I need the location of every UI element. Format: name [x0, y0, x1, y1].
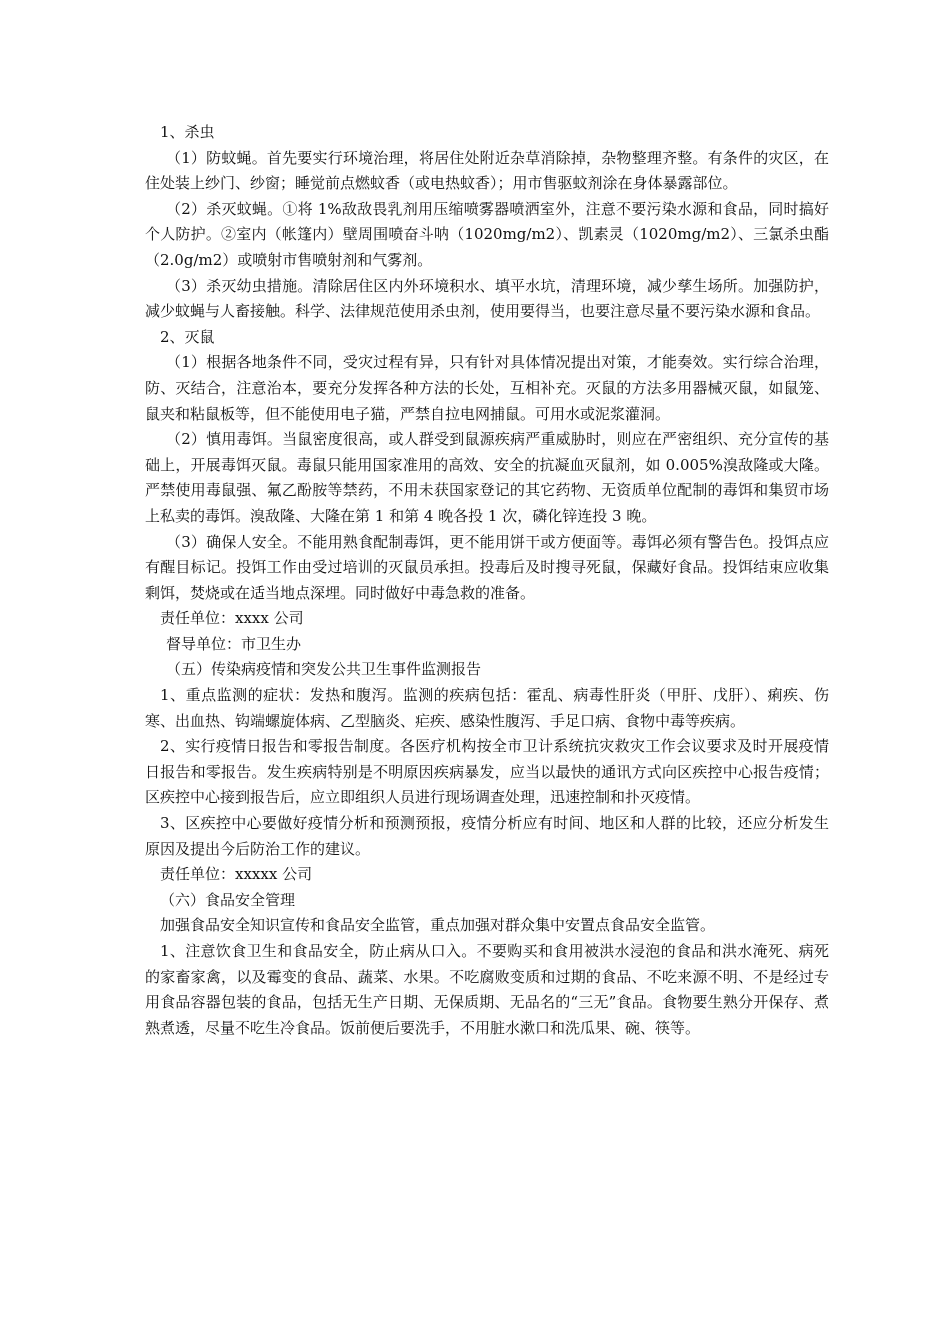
- responsible-unit: 责任单位：xxxxx 公司: [160, 865, 313, 884]
- supervising-unit: 督导单位：市卫生办: [166, 634, 302, 653]
- paragraph: （3）杀灭幼虫措施。清除居住区内外环境积水、填平水坑，清理环境，减少孳生场所。加强防护，减少蚊蝇与人畜接触。科学、法律规范使用杀虫剂，使用要得当，也要注意尽量不要污染水源和食品。: [145, 276, 829, 321]
- paragraph: 1、重点监测的症状：发热和腹泻。监测的疾病包括：霍乱、病毒性肝炎（甲肝、戊肝）、痢疾、伤寒、出血热、钩端螺旋体病、乙型脑炎、疟疾、感染性腹泻、手足口病、食物中毒等疾病。: [145, 686, 829, 730]
- section-heading-insect-control: 1、杀虫: [160, 123, 215, 141]
- section-heading-epidemic-reporting: （五）传染病疫情和突发公共卫生事件监测报告: [166, 660, 482, 679]
- paragraph: 3、区疾控中心要做好疫情分析和预测预报，疫情分析应有时间、地区和人群的比较，还应分析发生原因及提出今后防治工作的建议。: [145, 814, 829, 858]
- paragraph: （2）慎用毒饵。当鼠密度很高，或人群受到鼠源疾病严重威胁时，则应在严密组织、充分宣传的基础上，开展毒饵灭鼠。毒鼠只能用国家准用的高效、安全的抗凝血灭鼠剂，如 0.005%溴敌隆或大隆。严禁使用毒鼠强、氟乙酚胺等禁药，不用未获国家登记的其它药物、无资质单位配制的毒饵和集贸市场上私卖的毒饵。溴敌隆、大隆在第 1 和第 4 晚各投 1 次，磷化锌连投 3 晚。: [145, 430, 829, 525]
- paragraph: 2、实行疫情日报告和零报告制度。各医疗机构按全市卫计系统抗灾救灾工作会议要求及时开展疫情日报告和零报告。发生疾病特别是不明原因疾病暴发，应当以最快的通讯方式向区疾控中心报告疫情；区疾控中心接到报告后，应立即组织人员进行现场调查处理，迅速控制和扑灭疫情。: [145, 737, 829, 807]
- paragraph: （3）确保人安全。不能用熟食配制毒饵，更不能用饼干或方便面等。毒饵必须有警告色。投饵点应有醒目标记。投饵工作由受过培训的灭鼠员承担。投毒后及时搜寻死鼠，保藏好食品。投饵结束应收集剩饵，焚烧或在适当地点深埋。同时做好中毒急救的准备。: [145, 532, 829, 602]
- section-heading-food-safety: （六）食品安全管理: [160, 890, 296, 909]
- responsible-unit: 责任单位：xxxx 公司: [160, 609, 304, 628]
- paragraph: （1）根据各地条件不同，受灾过程有异，只有针对具体情况提出对策，才能奏效。实行综合治理，防、灭结合，注意治本，要充分发挥各种方法的长处，互相补充。灭鼠的方法多用器械灭鼠，如鼠笼、鼠夹和粘鼠板等，但不能使用电子猫，严禁自拉电网捕鼠。可用水或泥浆灌洞。: [145, 353, 829, 423]
- paragraph: （1）防蚊蝇。首先要实行环境治理，将居住处附近杂草消除掉，杂物整理齐整。有条件的灾区，在住处装上纱门、纱窗；睡觉前点燃蚊香（或电热蚊香）；用市售驱蚊剂涂在身体暴露部位。: [145, 148, 829, 193]
- paragraph: 1、注意饮食卫生和食品安全，防止病从口入。不要购买和食用被洪水浸泡的食品和洪水淹死、病死的家畜家禽，以及霉变的食品、蔬菜、水果。不吃腐败变质和过期的食品、不吃来源不明、不是经过专用食品容器包装的食品，包括无生产日期、无保质期、无品名的“三无”食品。食物要生熟分开保存、煮熟煮透，尽量不吃生冷食品。饭前便后要洗手，不用脏水漱口和洗瓜果、碗、筷等。: [145, 942, 829, 1037]
- paragraph: （2）杀灭蚊蝇。①将 1%敌敌畏乳剂用压缩喷雾器喷洒室外，注意不要污染水源和食品，同时搞好个人防护。②室内（帐篷内）壁周围喷奋斗呐（1020mg/m2）、凯素灵（1020mg/m2）、三氯杀虫酯（2.0g/m2）或喷射市售喷射剂和气雾剂。: [145, 199, 829, 269]
- document-page: [145, 120, 829, 1041]
- paragraph: 加强食品安全知识宣传和食品安全监管，重点加强对群众集中安置点食品安全监管。: [160, 916, 716, 935]
- section-heading-rodent-control: 2、灭鼠: [160, 327, 215, 346]
